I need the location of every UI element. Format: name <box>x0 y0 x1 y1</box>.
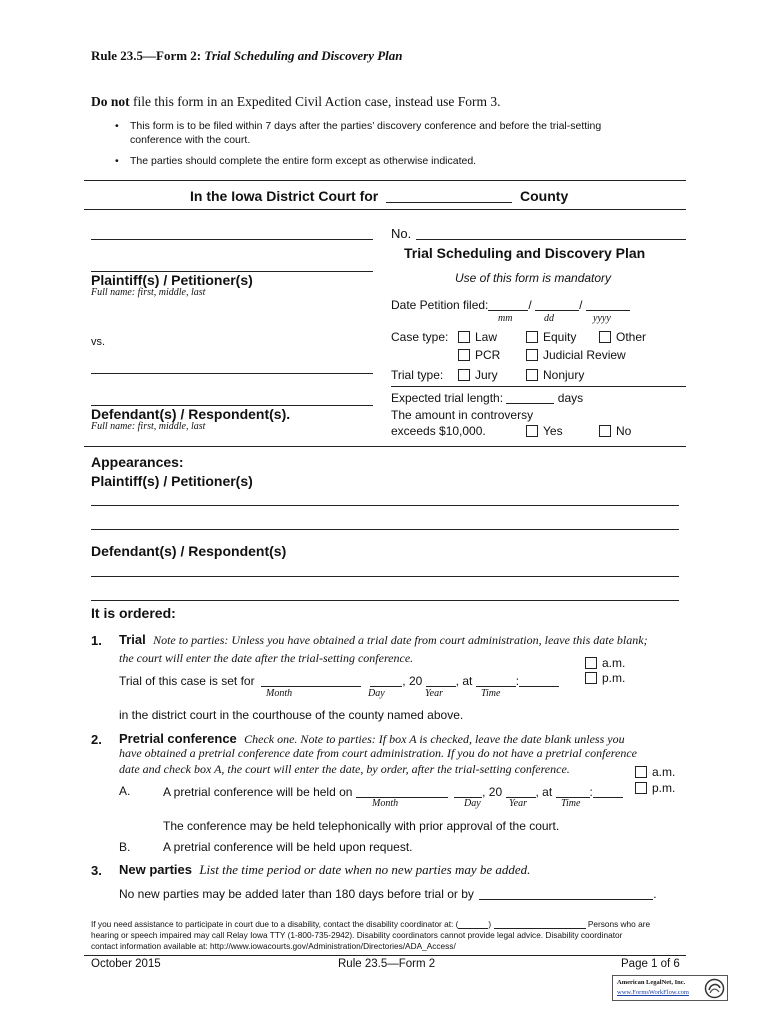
trial-day-field[interactable] <box>370 673 402 687</box>
expected-length-field[interactable] <box>506 390 554 404</box>
ada-line-1-a: If you need assistance to participate in court due to a disability, contact the disability coordinator at: ( <box>91 919 459 929</box>
no-checkbox[interactable] <box>599 425 611 437</box>
pretrial-year-label: Year <box>509 798 527 809</box>
bullet-1-text-cont: conference with the court. <box>130 134 251 146</box>
ada-line-2: hearing or speech impaired may call Relay Iowa TTY (1-800-735-2942). Disability coordinators cannot provide legal advice. Disability coordinator <box>91 930 623 940</box>
section-3-title: New parties <box>119 862 192 877</box>
date-filed-row <box>391 297 630 312</box>
defendant-appearance-line-1[interactable] <box>91 576 679 577</box>
plaintiff-line-1[interactable] <box>91 239 373 240</box>
mm-label: mm <box>498 313 513 324</box>
defendant-fullname-hint: Full name: first, middle, last <box>91 421 206 432</box>
section-2-note: Check one. Note to parties: If box A is checked, leave the date blank unless you <box>244 732 625 746</box>
caption-inner-rule <box>391 386 686 387</box>
law-label: Law <box>475 330 498 344</box>
section-2-note-cont-2: date and check box A, the court will enter the date, by order, after the trial-setting conference. <box>119 762 570 776</box>
mandatory-note: Use of this form is mandatory <box>455 271 612 285</box>
caption-bottom-rule <box>84 446 686 447</box>
logo-company: American LegalNet, Inc. <box>617 979 686 986</box>
section-1-heading <box>119 632 648 648</box>
trial-pm-label: p.m. <box>602 671 626 685</box>
do-not-bold: Do not <box>91 94 130 109</box>
amount-line-1: The amount in controversy <box>391 408 534 422</box>
county-field[interactable] <box>386 189 512 203</box>
order-heading: It is ordered: <box>91 605 176 621</box>
pretrial-am-checkbox[interactable] <box>635 766 647 778</box>
option-equity[interactable] <box>526 330 576 344</box>
nonjury-checkbox[interactable] <box>526 369 538 381</box>
section-1-title: Trial <box>119 632 146 647</box>
pcr-label: PCR <box>475 348 501 362</box>
new-parties-text: No new parties may be added later than 180 days before trial or by <box>119 887 474 901</box>
section-3-number: 3. <box>91 863 102 878</box>
ada-line-3: contact information available at: http://www.iowacourts.gov/Administration/Directories/ADA_Access/ <box>91 941 456 951</box>
appearances-defendant: Defendant(s) / Respondent(s) <box>91 543 287 559</box>
bullet-1-text: This form is to be filed within 7 days after the parties’ discovery conference and before the trial-setting <box>130 120 602 132</box>
bullet-1 <box>115 120 119 132</box>
section-3-note: List the time period or date when no new parties may be added. <box>199 862 531 877</box>
dd-label: dd <box>544 313 554 324</box>
trial-time-label: Time <box>481 688 501 699</box>
amount-line-2: exceeds $10,000. <box>391 424 486 438</box>
defendant-line-1[interactable] <box>91 373 373 374</box>
trial-day-label: Day <box>368 688 385 699</box>
slash-1: / <box>528 298 532 312</box>
jury-label: Jury <box>475 368 498 382</box>
court-heading <box>190 188 568 204</box>
ada-area-code-field[interactable] <box>458 919 488 929</box>
vs-label: vs. <box>91 336 106 348</box>
date-filed-mm[interactable] <box>488 297 528 311</box>
pretrial-a-letter: A. <box>119 784 131 798</box>
trial-set-for-label: Trial of this case is set for <box>119 674 255 688</box>
trial-month-label: Month <box>266 688 293 699</box>
caption-top-rule <box>84 180 686 181</box>
trial-at: , at <box>455 674 473 688</box>
ada-line-1-c: Persons who are <box>587 919 651 929</box>
footer-rule-id: Rule 23.5—Form 2 <box>338 958 436 970</box>
pretrial-pm-label: p.m. <box>652 781 676 795</box>
pretrial-month-field[interactable] <box>356 784 448 798</box>
pretrial-b-text: A pretrial conference will be held upon request. <box>163 840 413 854</box>
case-type-label: Case type: <box>391 330 449 344</box>
plaintiff-appearance-line-1[interactable] <box>91 505 679 506</box>
trial-hour-field[interactable] <box>476 673 516 687</box>
plaintiff-appearance-line-2[interactable] <box>91 529 679 530</box>
other-label: Other <box>616 330 647 344</box>
trial-am-label: a.m. <box>602 656 626 670</box>
trial-year-field[interactable] <box>426 673 456 687</box>
date-filed-label: Date Petition filed: <box>391 298 489 312</box>
caption-heading-rule <box>84 209 686 210</box>
workflow-swirl-icon <box>704 978 725 999</box>
equity-checkbox[interactable] <box>526 331 538 343</box>
pretrial-am-label: a.m. <box>652 765 676 779</box>
do-not-rest: file this form in an Expedited Civil Action case, instead use Form 3. <box>129 94 501 109</box>
date-filed-yyyy[interactable] <box>586 297 630 311</box>
option-pcr[interactable] <box>458 348 500 362</box>
trial-year-label: Year <box>425 688 443 699</box>
plaintiff-fullname-hint: Full name: first, middle, last <box>91 287 206 298</box>
section-1-note: Note to parties: Unless you have obtained a trial date from court administration, leave this date blank; <box>153 633 648 647</box>
pretrial-comma20: , 20 <box>482 785 503 799</box>
trial-date-row <box>119 673 559 688</box>
law-checkbox[interactable] <box>458 331 470 343</box>
pretrial-pm-option[interactable] <box>635 781 675 795</box>
pretrial-telephonic: The conference may be held telephonically with prior approval of the court. <box>163 819 560 833</box>
case-number-label: No. <box>391 226 412 241</box>
footer-rule <box>84 955 686 956</box>
judicial-review-checkbox[interactable] <box>526 349 538 361</box>
pretrial-month-label: Month <box>372 798 399 809</box>
yes-label: Yes <box>543 424 563 438</box>
bullet-2 <box>115 155 119 167</box>
option-judicial-review[interactable] <box>526 348 626 362</box>
new-parties-date-field[interactable] <box>479 886 653 900</box>
days-label: days <box>557 391 584 405</box>
section-3-heading <box>119 862 530 878</box>
option-yes[interactable] <box>526 424 563 438</box>
appearances-heading: Appearances: <box>91 454 184 470</box>
form-title: Trial Scheduling and Discovery Plan <box>404 245 646 261</box>
expected-length-row <box>391 390 583 405</box>
option-jury[interactable] <box>458 368 498 382</box>
new-parties-period: . <box>653 887 657 901</box>
no-label: No <box>616 424 632 438</box>
do-not-instruction <box>91 94 500 110</box>
defendant-label: Defendant(s) / Respondent(s). <box>91 406 291 422</box>
new-parties-row <box>119 886 657 901</box>
nonjury-label: Nonjury <box>543 368 585 382</box>
option-nonjury[interactable] <box>526 368 584 382</box>
pretrial-colon: : <box>589 785 593 799</box>
bullet-dot-icon: • <box>115 155 119 167</box>
court-heading-right: County <box>520 188 569 204</box>
trial-type-label: Trial type: <box>391 368 444 382</box>
section-1-note-cont: the court will enter the date after the trial-setting conference. <box>119 651 414 665</box>
footer-page-number: Page 1 of 6 <box>621 958 680 970</box>
ada-phone-field[interactable] <box>494 919 586 929</box>
case-number <box>391 226 411 241</box>
pretrial-time-label: Time <box>561 798 581 809</box>
judicial-review-label: Judicial Review <box>543 348 626 362</box>
pcr-checkbox[interactable] <box>458 349 470 361</box>
yes-checkbox[interactable] <box>526 425 538 437</box>
rule-title-prefix: Rule 23.5—Form 2: <box>91 48 205 63</box>
date-filed-dd[interactable] <box>535 297 579 311</box>
section-1-number: 1. <box>91 633 102 648</box>
bullet-2-text: The parties should complete the entire form except as otherwise indicated. <box>130 155 477 167</box>
appearances-plaintiff: Plaintiff(s) / Petitioner(s) <box>91 473 253 489</box>
legalnet-logo <box>612 975 728 1001</box>
trial-pm-option[interactable] <box>585 671 625 685</box>
pretrial-year-field[interactable] <box>506 784 536 798</box>
pretrial-a-row <box>163 784 623 799</box>
plaintiff-label: Plaintiff(s) / Petitioner(s) <box>91 272 253 288</box>
trial-pm-checkbox[interactable] <box>585 672 597 684</box>
slash-2: / <box>579 298 583 312</box>
logo-url: www.FormsWorkFlow.com <box>617 989 689 996</box>
jury-checkbox[interactable] <box>458 369 470 381</box>
rule-title <box>91 48 403 64</box>
court-heading-left: In the Iowa District Court for <box>190 188 379 204</box>
pretrial-pm-checkbox[interactable] <box>635 782 647 794</box>
pretrial-am-option[interactable] <box>635 765 675 779</box>
equity-label: Equity <box>543 330 577 344</box>
trial-colon: : <box>515 674 520 688</box>
footer-date: October 2015 <box>91 958 161 970</box>
option-other[interactable] <box>599 330 646 344</box>
section-2-heading <box>119 731 625 747</box>
section-2-note-cont-1: have obtained a pretrial conference date from court administration. If you do not have a pretrial conference <box>119 746 638 760</box>
section-2-title: Pretrial conference <box>119 731 237 746</box>
trial-location: in the district court in the courthouse of the county named above. <box>119 708 464 722</box>
pretrial-hour-field[interactable] <box>556 784 590 798</box>
ada-line-1 <box>91 919 650 929</box>
other-checkbox[interactable] <box>599 331 611 343</box>
rule-title-name: Trial Scheduling and Discovery Plan <box>204 48 403 63</box>
case-number-field[interactable] <box>416 239 686 240</box>
trial-month-field[interactable] <box>261 673 361 687</box>
pretrial-minute-field[interactable] <box>593 784 623 798</box>
ada-line-1-b: ) <box>488 919 492 929</box>
option-law[interactable] <box>458 330 497 344</box>
yyyy-label: yyyy <box>593 313 611 324</box>
trial-minute-field[interactable] <box>519 673 559 687</box>
pretrial-at: , at <box>535 785 553 799</box>
defendant-appearance-line-2[interactable] <box>91 600 679 601</box>
pretrial-b-letter: B. <box>119 840 131 854</box>
pretrial-day-label: Day <box>464 798 481 809</box>
option-no[interactable] <box>599 424 631 438</box>
trial-am-option[interactable] <box>585 656 625 670</box>
expected-length-label: Expected trial length: <box>391 391 504 405</box>
section-2-number: 2. <box>91 732 102 747</box>
trial-comma20: , 20 <box>402 674 423 688</box>
pretrial-day-field[interactable] <box>454 784 482 798</box>
trial-am-checkbox[interactable] <box>585 657 597 669</box>
pretrial-a-text: A pretrial conference will be held on <box>163 785 353 799</box>
bullet-dot-icon: • <box>115 120 119 132</box>
